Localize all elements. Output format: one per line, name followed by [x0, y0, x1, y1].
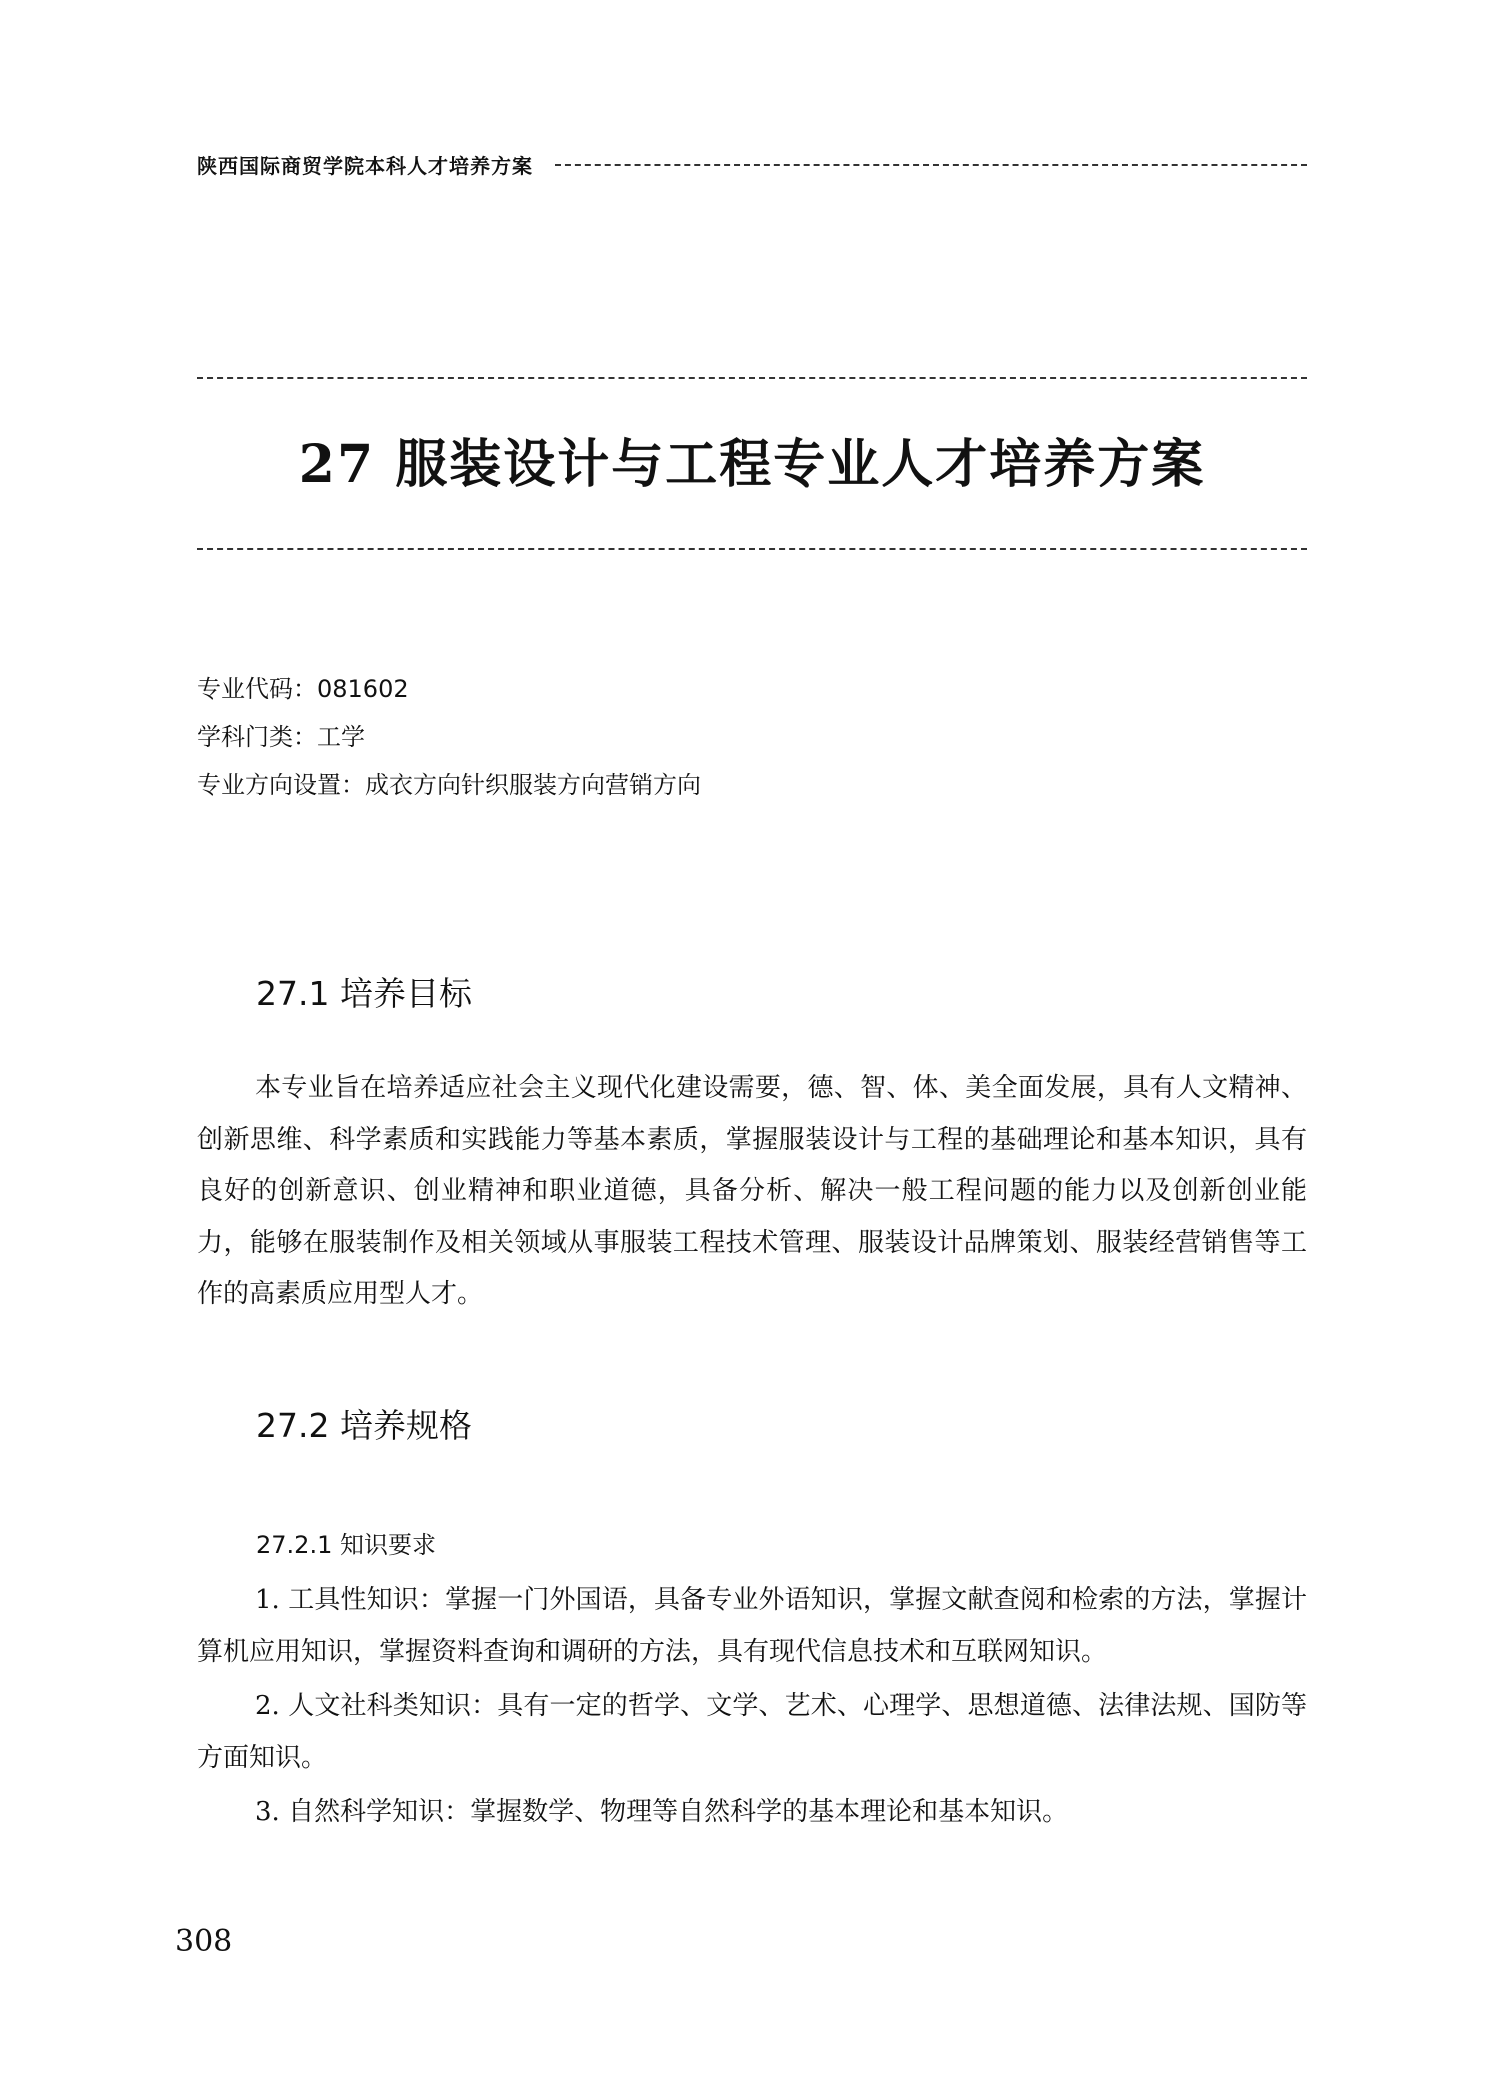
major-directions: 专业方向设置：成衣方向针织服装方向营销方向 — [197, 771, 701, 799]
knowledge-item-natural-science: 3. 自然科学知识：掌握数学、物理等自然科学的基本理论和基本知识。 — [255, 1797, 1069, 1827]
chapter-title: 27 服装设计与工程专业人才培养方案 — [298, 434, 1206, 495]
running-header — [197, 150, 1307, 179]
subsection-heading-knowledge: 27.2.1 知识要求 — [256, 1531, 436, 1559]
page-number: 308 — [175, 1924, 233, 1959]
major-info-block — [197, 665, 1307, 809]
running-header-dashed-rule — [555, 164, 1307, 166]
discipline-category: 学科门类：工学 — [197, 723, 365, 751]
section-heading-goal: 27.1 培养目标 — [256, 974, 472, 1013]
running-header-text: 陕西国际商贸学院本科人才培养方案 — [197, 154, 533, 178]
title-top-dashed-rule — [197, 377, 1307, 379]
title-bottom-dashed-rule — [197, 548, 1307, 550]
knowledge-requirements-list — [197, 1575, 1307, 1842]
section-heading-spec: 27.2 培养规格 — [256, 1406, 472, 1445]
major-code: 专业代码：081602 — [197, 675, 409, 703]
goal-paragraph: 本专业旨在培养适应社会主义现代化建设需要，德、智、体、美全面发展，具有人文精神、创新思维、科学素质和实践能力等基本素质，掌握服装设计与工程的基础理论和基本知识，具有良好的创新意识、创业精神和职业道德，具备分析、解决一般工程问题的能力以及创新创业能力，能够在服装制作及相关领域从事服装工程技术管理、服装设计品牌策划、服装经营销售等工作的高素质应用型人才。 — [197, 1073, 1307, 1309]
knowledge-item-humanities: 2. 人文社科类知识：具有一定的哲学、文学、艺术、心理学、思想道德、法律法规、国防等方面知识。 — [197, 1691, 1307, 1773]
knowledge-item-tools: 1. 工具性知识：掌握一门外国语，具备专业外语知识，掌握文献查阅和检索的方法，掌握计算机应用知识，掌握资料查询和调研的方法，具有现代信息技术和互联网知识。 — [197, 1585, 1307, 1667]
